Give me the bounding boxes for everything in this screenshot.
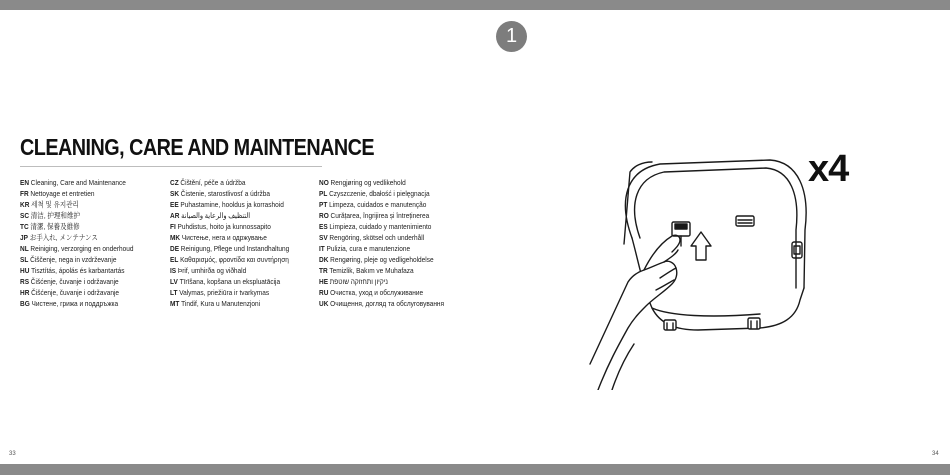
language-text: Rengjøring og vedlikehold xyxy=(330,178,406,187)
language-item xyxy=(170,276,289,287)
language-item xyxy=(170,265,289,276)
language-code: KR xyxy=(20,200,30,209)
language-item xyxy=(20,199,133,210)
language-text: Čištění, péče a údržba xyxy=(180,178,246,187)
language-code: ES xyxy=(319,222,328,231)
language-code: EL xyxy=(170,255,179,264)
language-code: IT xyxy=(319,244,325,253)
language-code: IS xyxy=(170,266,177,275)
language-code: RS xyxy=(20,277,30,286)
language-text: Cleaning, Care and Maintenance xyxy=(30,178,126,187)
language-code: DK xyxy=(319,255,329,264)
language-item xyxy=(20,276,133,287)
language-code: NL xyxy=(20,244,29,253)
language-code: TR xyxy=(319,266,328,275)
rear-clip-icon xyxy=(736,216,754,226)
page-number-left: 33 xyxy=(9,451,16,457)
language-text: Čišćenje, čuvanje i održavanje xyxy=(30,277,119,286)
page-number-right: 34 xyxy=(932,451,939,457)
language-item xyxy=(170,298,289,309)
language-text: Þrif, umhirða og viðhald xyxy=(177,266,247,275)
page-title: CLEANING, CARE AND MAINTENANCE xyxy=(20,134,375,160)
language-text: Tindif, Kura u Manutenzjoni xyxy=(181,299,261,308)
language-item xyxy=(319,276,444,287)
language-column-1 xyxy=(20,177,149,309)
language-text: Pulizia, cura e manutenzione xyxy=(326,244,411,253)
language-item xyxy=(319,188,444,199)
language-code: SC xyxy=(20,211,30,220)
held-clip-icon xyxy=(672,222,690,246)
language-item xyxy=(170,188,289,199)
language-text: Tīrīšana, kopšana un ekspluatācija xyxy=(179,277,281,286)
language-code: BG xyxy=(20,299,30,308)
language-text: 清潔, 保養及維修 xyxy=(30,222,80,231)
language-text: Rengøring, pleje og vedligeholdelse xyxy=(330,255,434,264)
language-item xyxy=(20,221,133,232)
language-code: NO xyxy=(319,178,329,187)
language-item xyxy=(20,298,133,309)
language-code: PL xyxy=(319,189,328,198)
language-item xyxy=(319,287,444,298)
language-code: PT xyxy=(319,200,328,209)
language-text: Tisztítás, ápolás és karbantartás xyxy=(31,266,125,275)
language-text: Čistenie, starostlivosť a údržba xyxy=(180,189,271,198)
language-item xyxy=(319,199,444,210)
language-text: Чистење, нега и одржување xyxy=(181,233,267,242)
language-text: お手入れ, メンテナンス xyxy=(29,233,98,242)
language-item xyxy=(20,265,133,276)
language-text: 세척 및 유지관리 xyxy=(31,200,79,209)
language-code: MT xyxy=(170,299,180,308)
title-divider xyxy=(20,166,322,167)
language-text: Valymas, priežiūra ir tvarkymas xyxy=(179,288,270,297)
language-item xyxy=(319,265,444,276)
language-code: DE xyxy=(170,244,180,253)
language-item xyxy=(170,243,289,254)
language-text: التنظيف والرعاية والصيانة xyxy=(181,211,251,220)
up-arrow-icon xyxy=(691,232,711,260)
language-code: AR xyxy=(170,211,180,220)
language-item xyxy=(319,177,444,188)
language-item xyxy=(20,254,133,265)
language-text: Czyszczenie, dbałość i pielęgnacja xyxy=(329,189,430,198)
language-item xyxy=(170,177,289,188)
language-text: Reinigung, Pflege und Instandhaltung xyxy=(180,244,290,253)
language-item xyxy=(170,287,289,298)
language-text: Puhdistus, hoito ja kunnossapito xyxy=(177,222,271,231)
language-column-2 xyxy=(170,177,306,309)
language-code: SV xyxy=(319,233,328,242)
language-text: Nettoyage et entretien xyxy=(30,189,95,198)
language-code: RO xyxy=(319,211,329,220)
language-code: LT xyxy=(170,288,178,297)
language-code: EN xyxy=(20,178,30,187)
language-item xyxy=(20,188,133,199)
language-item xyxy=(170,199,289,210)
bottom-clip-right-icon xyxy=(748,318,760,329)
language-text: Καθαρισμός, φροντίδα και συντήρηση xyxy=(180,255,289,264)
language-item xyxy=(319,221,444,232)
language-code: UK xyxy=(319,299,329,308)
language-item xyxy=(319,210,444,221)
language-item xyxy=(170,232,289,243)
language-text: 清洁, 护理和维护 xyxy=(30,211,80,220)
language-code: RU xyxy=(319,288,329,297)
language-item xyxy=(20,177,133,188)
language-text: Limpieza, cuidado y mantenimiento xyxy=(329,222,432,231)
language-text: Чистене, грижа и поддръжка xyxy=(31,299,119,308)
canopy-clip-removal-illustration xyxy=(560,150,830,390)
quantity-multiplier: x4 xyxy=(808,148,849,190)
language-text: Puhastamine, hooldus ja korrashoid xyxy=(180,200,284,209)
language-item xyxy=(170,254,289,265)
language-text: Čišćenje, čuvanje i održavanje xyxy=(31,288,120,297)
language-item xyxy=(170,210,289,221)
language-item xyxy=(170,221,289,232)
bottom-band xyxy=(0,464,950,475)
language-column-3 xyxy=(319,177,461,309)
language-code: MK xyxy=(170,233,181,242)
language-text: Очистка, уход и обслуживание xyxy=(330,288,424,297)
language-text: Curățarea, îngrijirea și întreținerea xyxy=(330,211,430,220)
language-code: HU xyxy=(20,266,30,275)
language-code: JP xyxy=(20,233,28,242)
language-item xyxy=(20,210,133,221)
top-band xyxy=(0,0,950,10)
language-text: Limpeza, cuidados e manutenção xyxy=(329,200,427,209)
language-code: FR xyxy=(20,189,29,198)
language-code: FI xyxy=(170,222,176,231)
language-item xyxy=(20,243,133,254)
language-code: EE xyxy=(170,200,179,209)
language-code: TC xyxy=(20,222,29,231)
language-item xyxy=(319,243,444,254)
language-code: SK xyxy=(170,189,180,198)
language-text: Temizlik, Bakım ve Muhafaza xyxy=(329,266,414,275)
language-item xyxy=(319,298,444,309)
language-text: Reiniging, verzorging en onderhoud xyxy=(30,244,134,253)
language-code: HR xyxy=(20,288,30,297)
language-text: Čiščenje, nega in vzdrževanje xyxy=(30,255,117,264)
language-code: LV xyxy=(170,277,178,286)
language-item xyxy=(20,232,133,243)
language-code: SL xyxy=(20,255,29,264)
step-number-badge: 1 xyxy=(496,21,527,52)
language-item xyxy=(319,232,444,243)
language-item xyxy=(319,254,444,265)
language-text: Очищення, догляд та обслуговування xyxy=(330,299,445,308)
language-item xyxy=(20,287,133,298)
language-code: CZ xyxy=(170,178,179,187)
language-text: Rengöring, skötsel och underhåll xyxy=(329,233,425,242)
bottom-clip-left-icon xyxy=(664,320,676,330)
language-text: ניקיון ותחזוקה שוטפת xyxy=(329,277,388,286)
language-code: HE xyxy=(319,277,329,286)
